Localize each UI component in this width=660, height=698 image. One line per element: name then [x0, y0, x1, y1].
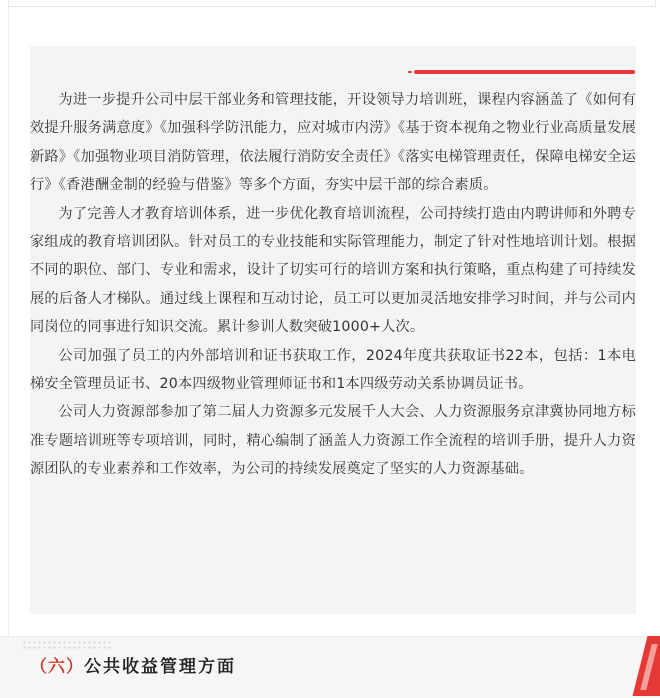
paragraph-hr-department: 公司人力资源部参加了第二届人力资源多元发展千人大会、人力资源服务京津冀协同地方标准专题培训班等专项培训，同时，精心编制了涵盖人力资源工作全流程的培训手册，提升人力资源团队的专业素养和工作效率，为公司的持续发展奠定了坚实的人力资源基础。	[30, 404, 636, 478]
paragraph-certificates: 公司加强了员工的内外部培训和证书获取工作，2024年度共获取证书22本，包括：1本电梯安全管理员证书、20本四级物业管理师证书和1本四级劳动关系协调员证书。	[30, 347, 636, 393]
section-title: 公共收益管理方面	[84, 657, 236, 677]
article-body	[30, 86, 636, 484]
paragraph-training-system: 为了完善人才教育培训体系，进一步优化教育培训流程，公司持续打造由内聘讲师和外聘专家组成的教育培训团队。针对员工的专业技能和实际管理能力，制定了针对性地培训计划。根据不同的职位、部门、专业和需求，设计了切实可行的培训方案和执行策略，重点构建了可持续发展的后备人才梯队。通过线上课程和互动讨论，员工可以更加灵活地安排学习时间，并与公司内同岗位的同事进行知识交流。累计参训人数突破1000+人次。	[30, 205, 636, 336]
corner-decoration	[630, 630, 660, 697]
section-number: （六）	[30, 657, 84, 677]
top-edge	[8, 0, 656, 7]
paragraph-leadership-training: 为进一步提升公司中层干部业务和管理技能，开设领导力培训班，课程内容涵盖了《如何有效提升服务满意度》《加强科学防汛能力，应对城市内涝》《基于资本视角之物业行业高质量发展新路》《加强物业项目消防管理，依法履行消防安全责任》《落实电梯管理责任，保障电梯安全运行》《香港酬金制的经验与借鉴》等多个方面，夯实中层干部的综合素质。	[30, 92, 636, 194]
dot-pattern	[22, 640, 112, 650]
accent-line	[414, 70, 635, 74]
